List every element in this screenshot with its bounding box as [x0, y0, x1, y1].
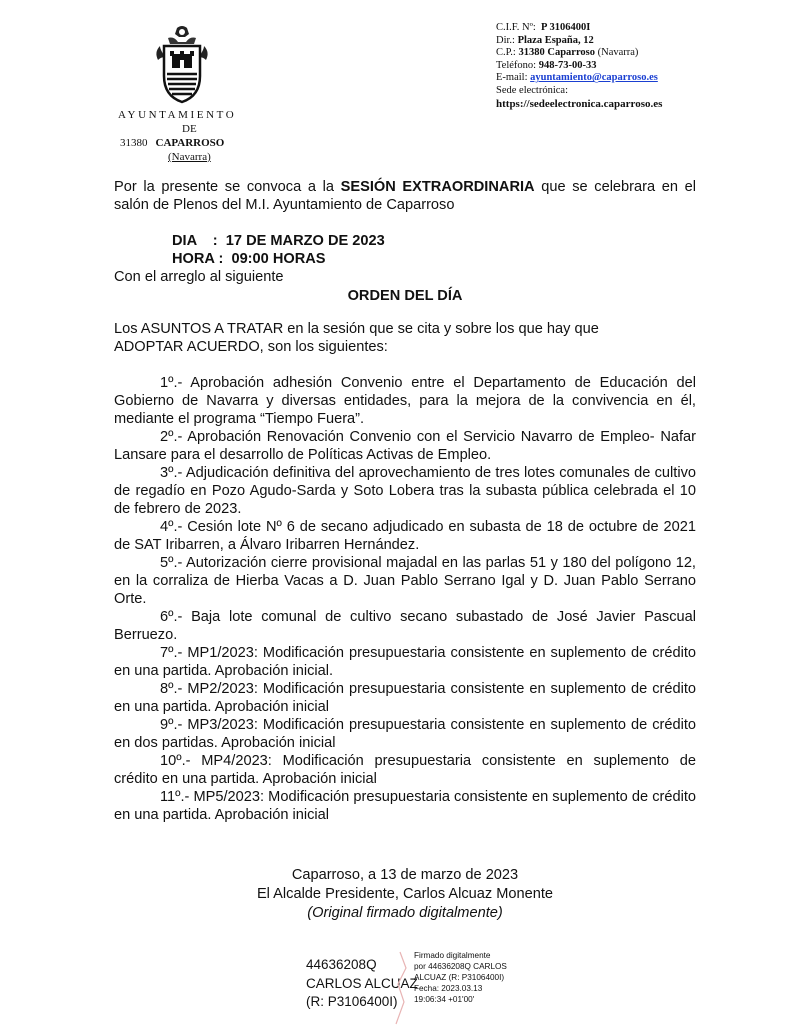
address-value: Plaza España, 12	[517, 34, 594, 46]
postal-code: 31380	[120, 137, 148, 149]
signature-details	[414, 950, 524, 1005]
signature-detail-2: por 44636208Q CARLOS	[414, 962, 507, 971]
sede-url-link[interactable]: https://sedeelectronica.caparroso.es	[496, 97, 663, 110]
cif-label: C.I.F. Nº:	[496, 22, 536, 33]
institution-name: AYUNTAMIENTO	[118, 109, 237, 121]
agenda-item-5: 5º.- Autorización cierre provisional majadal en las parlas 51 y 180 del polígono 12, en la corraliza de Hierba Vacas a D. Juan Pablo Serrano Igal y D. Juan Pablo Serrano Orte.	[114, 555, 696, 607]
institution-block	[118, 108, 268, 164]
agenda-item-1: 1º.- Aprobación adhesión Convenio entre el Departamento de Educación del Gobierno de Navarra y diversas entidades, para la mejora de la convivencia en él, mediante el programa “Tiempo Fuera”.	[114, 375, 696, 427]
agenda-item-10: 10º.- MP4/2023: Modificación presupuestaria consistente en suplemento de crédito en una partida. Aprobación inicial	[114, 753, 696, 787]
intro-text-before: Por la presente se convoca a la	[114, 179, 341, 195]
email-line	[496, 72, 662, 85]
agenda-item-11: 11º.- MP5/2023: Modificación presupuestaria consistente en suplemento de crédito en una partida. Aprobación inicial	[114, 789, 696, 823]
agenda-title: ORDEN DEL DÍA	[347, 288, 463, 304]
signature-detail-3: ALCUAZ (R: P3106400I)	[414, 973, 505, 982]
agenda-item-3: 3º.- Adjudicación definitiva del aprovechamiento de tres lotes comunales de cultivo de regadío en Pozo Agudo-Sarda y Soto Lobera tras la subasta pública celebrada el 10 de febrero de 2023.	[114, 465, 696, 517]
institution-location	[118, 136, 268, 150]
address-line	[496, 35, 662, 48]
contact-block	[496, 22, 662, 110]
postal-value: 31380 Caparroso	[518, 47, 595, 59]
agenda-intro-line-2: ADOPTAR ACUERDO, son los siguientes:	[114, 339, 388, 355]
meeting-date	[172, 232, 385, 250]
signer-name: El Alcalde Presidente, Carlos Alcuaz Monente	[256, 886, 554, 902]
email-link[interactable]: ayuntamiento@caparroso.es	[530, 72, 658, 84]
cif-line	[496, 22, 662, 35]
place-date: Caparroso, a 13 de marzo de 2023	[291, 867, 519, 883]
signer-id: 44636208Q	[306, 957, 377, 972]
sede-label: Sede electrónica:	[496, 84, 569, 96]
address-label: Dir.:	[496, 34, 515, 46]
signer-name-upper: CARLOS ALCUAZ	[306, 975, 418, 991]
signer-representation: (R: P3106400I)	[306, 994, 398, 1009]
meeting-time-text: HORA : 09:00 HORAS	[172, 251, 326, 267]
cif-value: P 3106400I	[541, 22, 591, 33]
phone-value: 948-73-00-33	[538, 59, 597, 71]
intro-text-after: que se celebrara en el	[534, 179, 696, 195]
agenda-item-2: 2º.- Aprobación Renovación Convenio con el Servicio Navarro de Empleo- Nafar Lansare para el desarrollo de Políticas Activas de Empleo.	[114, 429, 696, 463]
agenda-item-8: 8º.- MP2/2023: Modificación presupuestaria consistente en suplemento de crédito en una partida. Aprobación inicial	[114, 681, 696, 715]
agenda-item-4: 4º.- Cesión lote Nº 6 de secano adjudicado en subasta de 18 de octubre de 2021 de SAT Iribarren, a Álvaro Iribarren Hernández.	[114, 519, 696, 553]
signature-detail-4: Fecha: 2023.03.13	[414, 984, 483, 993]
institution-de: DE	[182, 123, 197, 135]
postal-line	[496, 47, 662, 60]
session-type: SESIÓN EXTRAORDINARIA	[340, 179, 535, 195]
arreglo-line: Con el arreglo al siguiente	[114, 269, 284, 285]
phone-line	[496, 60, 662, 73]
phone-label: Teléfono:	[496, 59, 537, 71]
region-name: (Navarra)	[168, 151, 211, 163]
intro-line-1	[114, 178, 696, 196]
postal-label: C.P.:	[496, 47, 516, 59]
coat-of-arms-icon	[150, 24, 214, 108]
agenda-item-9: 9º.- MP3/2023: Modificación presupuestaria consistente en suplemento de crédito en dos partidas. Aprobación inicial	[114, 717, 696, 751]
email-label: E-mail:	[496, 72, 528, 84]
signature-detail-5: 19:06:34 +01'00'	[414, 995, 475, 1004]
agenda-item-7: 7º.- MP1/2023: Modificación presupuestaria consistente en suplemento de crédito en una partida. Aprobación inicial.	[114, 645, 696, 679]
agenda-list	[114, 374, 696, 824]
signature-note: (Original firmado digitalmente)	[307, 905, 503, 921]
signature-detail-1: Firmado digitalmente	[414, 951, 491, 960]
town-name: CAPARROSO	[155, 137, 225, 149]
meeting-date-text: DIA : 17 DE MARZO DE 2023	[172, 233, 385, 249]
postal-region: (Navarra)	[597, 47, 639, 59]
agenda-intro-line-1: Los ASUNTOS A TRATAR en la sesión que se cita y sobre los que hay que	[114, 321, 599, 337]
intro-line-2: salón de Plenos del M.I. Ayuntamiento de Caparroso	[114, 197, 455, 213]
meeting-time	[172, 250, 326, 268]
agenda-item-6: 6º.- Baja lote comunal de cultivo secano subastado de José Javier Pascual Berruezo.	[114, 609, 696, 643]
